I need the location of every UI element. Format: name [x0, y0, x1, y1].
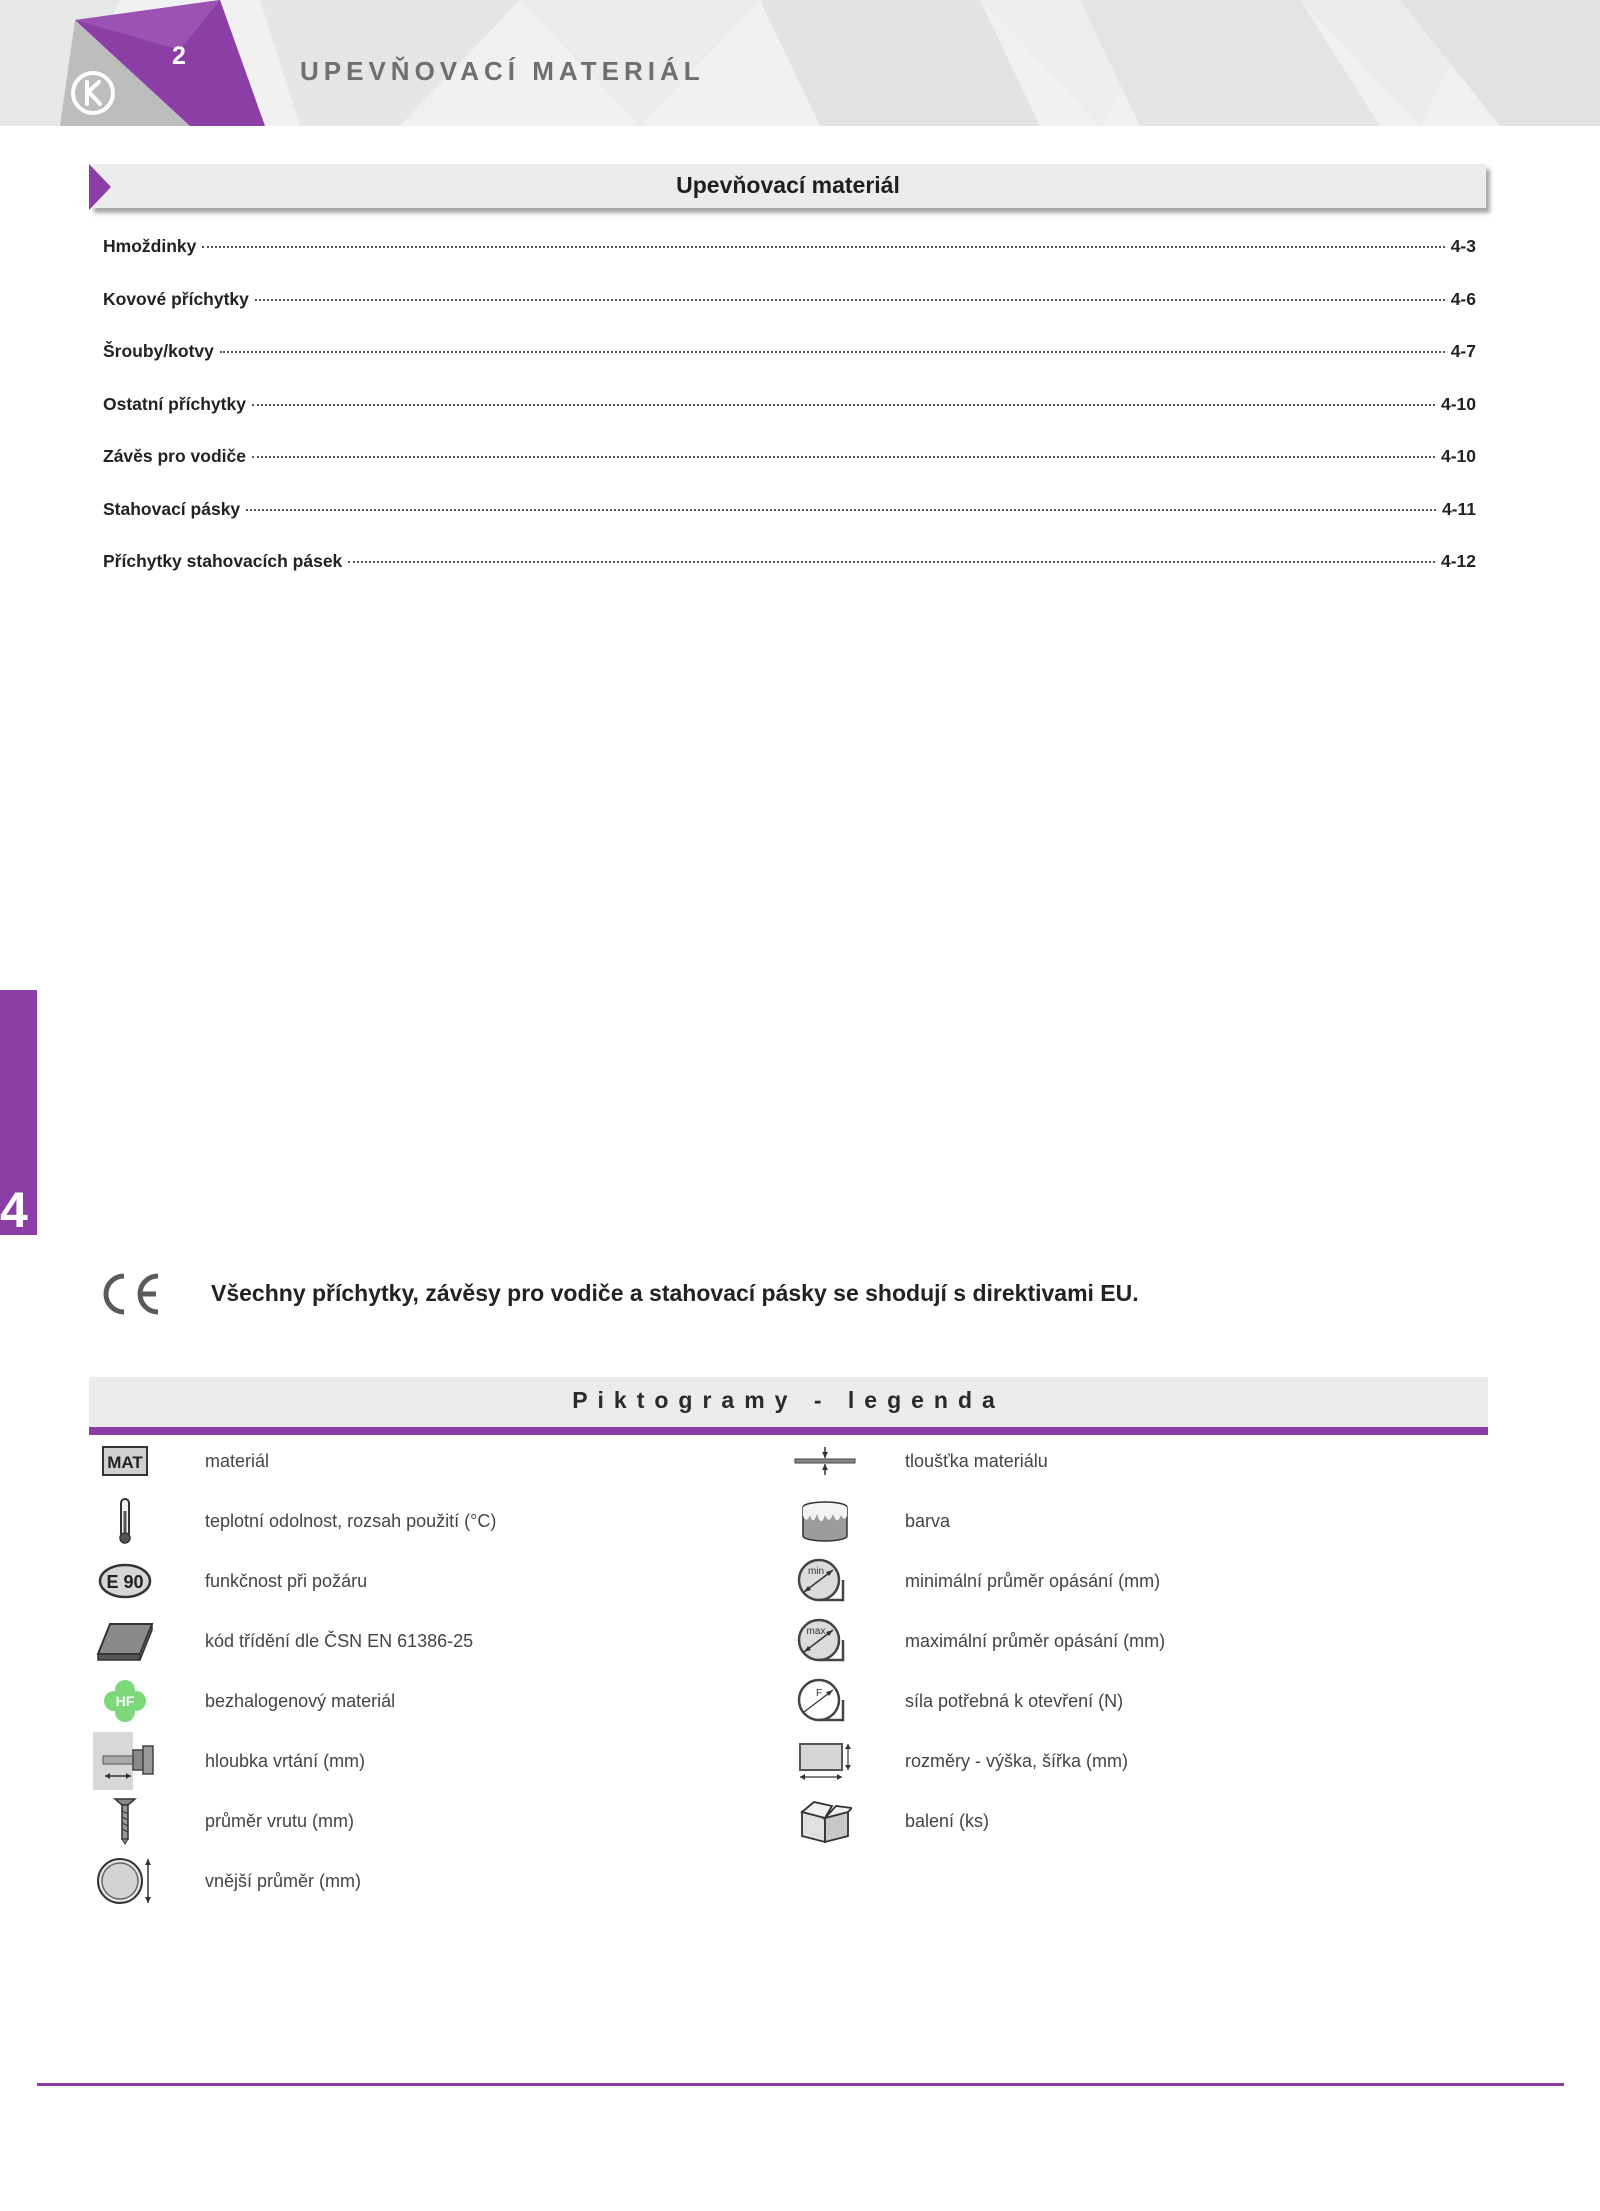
- footer-divider: [37, 2083, 1564, 2086]
- toc-title-bar: [90, 164, 1486, 208]
- drill-depth-icon: [93, 1732, 157, 1790]
- toc-entry-label: Hmoždinky: [103, 236, 197, 256]
- svg-text:min: min: [807, 1566, 825, 1577]
- toc-leader-dots: [246, 509, 1436, 511]
- toc-entry-page: 4-10: [1440, 393, 1476, 414]
- hf-clover-icon: [103, 1679, 147, 1723]
- legend-item-outer-diameter: [90, 1856, 361, 1906]
- legend-text: minimální průměr opásání (mm): [905, 1570, 1161, 1591]
- legend-item-drill-depth: [90, 1736, 365, 1786]
- outer-diameter-icon: [96, 1856, 154, 1906]
- legend-text: maximální průměr opásání (mm): [905, 1630, 1166, 1651]
- mat-icon: [101, 1445, 149, 1477]
- toc-entry-stahovaci-pasky[interactable]: [103, 499, 1476, 552]
- chapter-number: 4: [0, 1182, 28, 1238]
- legend-text: teplotní odolnost, rozsah použití (°C): [205, 1510, 497, 1531]
- toc-entry-hmozdinky[interactable]: [103, 236, 1476, 289]
- legend-text: bezhalogenový materiál: [205, 1690, 396, 1711]
- legend-item-min-diameter: [790, 1556, 1160, 1606]
- toc-leader-dots: [220, 351, 1445, 353]
- toc-arrow-icon: [89, 164, 111, 210]
- force-icon: [795, 1676, 855, 1726]
- toc-title: Upevňovací materiál: [676, 172, 900, 198]
- legend-text: kód třídění dle ČSN EN 61386-25: [205, 1630, 474, 1651]
- table-of-contents: [103, 236, 1476, 604]
- toc-entry-label: Závěs pro vodiče: [103, 446, 246, 466]
- toc-leader-dots: [252, 456, 1435, 458]
- legend-item-color: [790, 1496, 950, 1546]
- toc-entry-label: Ostatní příchytky: [103, 393, 246, 414]
- legend-text: průměr vrutu (mm): [205, 1810, 355, 1831]
- toc-entry-ostatni-prichytky[interactable]: [103, 394, 1476, 447]
- max-diameter-icon: [795, 1616, 855, 1666]
- chapter-side-tab: [0, 990, 37, 1238]
- paint-bucket-icon: [800, 1500, 850, 1542]
- legend-text: funkčnost při požáru: [205, 1570, 368, 1591]
- legend-text: barva: [905, 1510, 951, 1531]
- svg-text:F: F: [815, 1688, 823, 1699]
- toc-entry-label: Šrouby/kotvy: [103, 341, 214, 361]
- ce-mark-icon: [98, 1270, 162, 1318]
- legend-item-screw-diameter: [90, 1796, 354, 1846]
- legend-item-fire: [90, 1556, 367, 1606]
- toc-leader-dots: [202, 246, 1444, 248]
- toc-entry-page: 4-12: [1440, 551, 1476, 571]
- k-circle-logo-icon: [70, 70, 116, 116]
- page-number: 2: [172, 42, 186, 70]
- legend-item-max-diameter: [790, 1616, 1165, 1666]
- screw-icon: [113, 1797, 137, 1845]
- legend-text: balení (ks): [905, 1810, 990, 1831]
- toc-entry-srouby-kotvy[interactable]: [103, 341, 1476, 394]
- toc-leader-dots: [255, 299, 1445, 301]
- toc-leader-dots: [252, 404, 1435, 406]
- toc-entry-page: 4-7: [1450, 341, 1476, 361]
- legend-item-opening-force: [790, 1676, 1123, 1726]
- svg-text:HF: HF: [115, 1693, 135, 1709]
- header-title: UPEVŇOVACÍ MATERIÁL: [300, 56, 705, 86]
- toc-entry-label: Kovové příchytky: [103, 288, 249, 309]
- box-icon: [798, 1798, 852, 1844]
- toc-entry-prichytky-stahovacich-pasek[interactable]: [103, 551, 1476, 604]
- legend-text: tloušťka materiálu: [905, 1450, 1048, 1471]
- toc-entry-page: 4-10: [1440, 446, 1476, 466]
- toc-entry-page: 4-6: [1450, 288, 1476, 309]
- toc-entry-page: 4-3: [1450, 236, 1476, 256]
- legend-text: vnější průměr (mm): [205, 1870, 362, 1891]
- toc-leader-dots: [348, 561, 1435, 563]
- legend-item-dimensions: [790, 1736, 1128, 1786]
- svg-text:max: max: [806, 1626, 826, 1637]
- min-diameter-icon: [795, 1556, 855, 1606]
- e90-icon: [98, 1563, 152, 1599]
- svg-text:MAT: MAT: [107, 1453, 143, 1472]
- legend-item-thickness: [790, 1436, 1048, 1486]
- legend-title-bar: [89, 1377, 1488, 1435]
- legend-item-halogen-free: [90, 1676, 395, 1726]
- dimensions-icon: [796, 1740, 854, 1782]
- toc-entry-page: 4-11: [1441, 498, 1476, 519]
- toc-entry-kovove-prichytky[interactable]: [103, 289, 1476, 342]
- book-icon: [96, 1620, 154, 1662]
- toc-entry-label: Stahovací pásky: [103, 498, 241, 519]
- legend-item-packaging: [790, 1796, 989, 1846]
- legend-item-material: [90, 1436, 269, 1486]
- legend-item-classification: [90, 1616, 473, 1666]
- svg-text:E 90: E 90: [106, 1572, 144, 1592]
- header-background: [0, 0, 1600, 126]
- legend-text: rozměry - výška, šířka (mm): [905, 1750, 1128, 1771]
- legend-text: síla potřebná k otevření (N): [905, 1690, 1124, 1711]
- thickness-icon: [793, 1446, 857, 1476]
- toc-entry-zaves-pro-vodice[interactable]: [103, 446, 1476, 499]
- ce-compliance-text: Všechny příchytky, závěsy pro vodiče a stahovací pásky se shodují s direktivami EU.: [211, 1280, 1139, 1306]
- legend-text: hloubka vrtání (mm): [205, 1750, 366, 1771]
- legend-title: Piktogramy - legenda: [572, 1387, 1005, 1413]
- legend-item-temperature: [90, 1496, 496, 1546]
- thermometer-icon: [115, 1497, 135, 1545]
- legend-text: materiál: [205, 1450, 270, 1471]
- toc-entry-label: Příchytky stahovacích pásek: [103, 551, 343, 571]
